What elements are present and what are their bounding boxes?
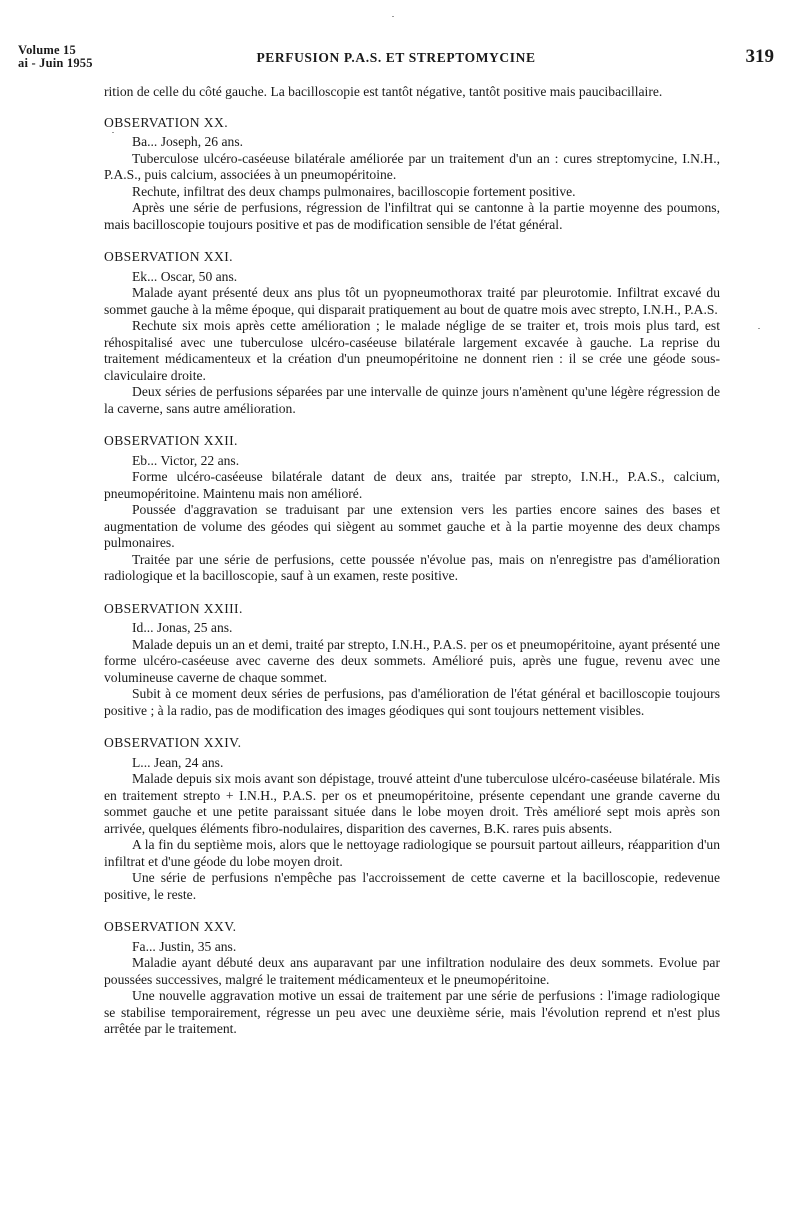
paragraph: Deux séries de perfusions séparées par une intervalle de quinze jours n'amènent qu'une légère régression de la caverne, sans autre amélioration. <box>104 384 720 416</box>
paragraph: Malade depuis six mois avant son dépistage, trouvé atteint d'une tuberculose ulcéro-caséeuse bilatérale. Mis en traitement strepto + I.N.H., P.A.S. per os et pneumopéritoine, présente cependant une grande caverne du sommet gauche et une petite paraissant située dans le lobe moyen droit. Très amélioré sept mois après son arrivée, quelques éléments fibro-nodulaires, disparition des cavernes, B.K. rares puis absents. <box>104 771 720 836</box>
issue-label: ai - Juin 1955 <box>18 56 93 70</box>
patient-line: Eb... Victor, 22 ans. <box>132 452 240 468</box>
observation-heading: OBSERVATION XXI. <box>104 249 233 264</box>
paragraph: Rechute, infiltrat des deux champs pulmonaires, bacilloscopie fortement positive. <box>132 183 576 199</box>
scan-speck <box>392 16 394 17</box>
volume-label: Volume 15 <box>18 43 76 57</box>
observation-heading: OBSERVATION XXIV. <box>104 735 242 750</box>
paragraph: Tuberculose ulcéro-caséeuse bilatérale améliorée par un traitement d'un an : cures streptomycine, I.N.H., P.A.S., puis calcium, associées à un pneumopéritoine. <box>104 150 720 182</box>
patient-line: Id... Jonas, 25 ans. <box>132 620 233 635</box>
observation-heading: OBSERVATION XX. <box>104 114 228 130</box>
scan-speck <box>112 132 114 133</box>
paragraph: Maladie ayant débuté deux ans auparavant par une infiltration nodulaire des deux sommets. Evolue par poussées successives, malgré le traitement médicamenteux et le pneumopéritoine. <box>104 955 720 987</box>
article-body <box>104 84 720 1038</box>
continued-paragraph: rition de celle du côté gauche. La bacilloscopie est tantôt négative, tantôt positive mais paucibacillaire. <box>104 84 663 99</box>
patient-line: Ek... Oscar, 50 ans. <box>132 268 238 284</box>
paragraph: Une série de perfusions n'empêche pas l'accroissement de cette caverne et la bacilloscopie, redevenue positive, le reste. <box>104 870 720 902</box>
patient-line: Fa... Justin, 35 ans. <box>132 938 237 954</box>
observation-xxv <box>104 919 720 1038</box>
page-number: 319 <box>745 46 774 67</box>
paragraph: Rechute six mois après cette amélioration ; le malade néglige de se traiter et, trois mois plus tard, est réhospitalisé avec une tuberculose ulcéro-caséeuse bilatérale largement excavée à gauche. La reprise du traitement médicamenteux et la création d'un pneumopéritoine ne donnent rien : il se crée une géode sous-claviculaire droite. <box>104 318 720 383</box>
paragraph: Malade ayant présenté deux ans plus tôt un pyopneumothorax traité par pleurotomie. Infiltrat excavé du sommet gauche à la même époque, qui disparait pratiquement au bout de quatre mois avec strepto, I.N.H., P.A.S. <box>104 285 720 317</box>
paragraph: Subit à ce moment deux séries de perfusions, pas d'amélioration de l'état général et bacilloscopie toujours positive ; à la radio, pas de modification des images géodiques qui sont toujours nettement visibles. <box>104 686 720 718</box>
paragraph: Malade depuis un an et demi, traité par strepto, I.N.H., P.A.S. per os et pneumopéritoine, ayant présenté une forme ulcéro-caséeuse avec caverne des deux sommets. Amélioré puis, après une fugue, revenu avec une volumineuse caverne de chaque sommet. <box>104 636 720 685</box>
observation-xxii <box>104 433 720 585</box>
observation-xx <box>104 115 720 234</box>
observation-heading: OBSERVATION XXII. <box>104 433 238 448</box>
paragraph: Après une série de perfusions, régression de l'infiltrat qui se cantonne à la partie moyenne des poumons, mais bacilloscopie toujours positive et pas de modification sensible de l'état général. <box>104 200 720 232</box>
observation-xxi <box>104 249 720 417</box>
paragraph: Forme ulcéro-caséeuse bilatérale datant de deux ans, traitée par strepto, I.N.H., P.A.S., calcium, pneumopéritoine. Maintenu mais non amélioré. <box>104 469 720 501</box>
patient-line: L... Jean, 24 ans. <box>132 754 224 770</box>
paragraph: Poussée d'aggravation se traduisant par une extension vers les parties encore saines des bases et augmentation de volume des géodes qui siègent au sommet gauche et à la partie moyenne des deux champs pulmonaires. <box>104 502 720 550</box>
patient-line: Ba... Joseph, 26 ans. <box>132 134 244 149</box>
running-title: PERFUSION P.A.S. ET STREPTOMYCINE <box>256 50 536 65</box>
page-header <box>18 44 774 84</box>
paragraph: Une nouvelle aggravation motive un essai de traitement par une série de perfusions : l'image radiologique se stabilise temporairement, régresse un peu avec une deuxième série, mais l'évolution reprend et n'est plus arrêtée par le traitement. <box>104 988 720 1036</box>
paragraph: Traitée par une série de perfusions, cette poussée n'évolue pas, mais on n'enregistre pas d'amélioration radiologique et la bacilloscopie, sauf à un examen, reste positive. <box>104 551 720 583</box>
observation-xxiii <box>104 601 720 720</box>
observation-heading: OBSERVATION XXV. <box>104 919 237 934</box>
observation-heading: OBSERVATION XXIII. <box>104 600 243 616</box>
paragraph: A la fin du septième mois, alors que le nettoyage radiologique se poursuit partout ailleurs, réapparition d'un infiltrat et d'une géode du lobe moyen droit. <box>104 837 720 869</box>
scan-speck <box>758 328 760 329</box>
observation-xxiv <box>104 735 720 903</box>
